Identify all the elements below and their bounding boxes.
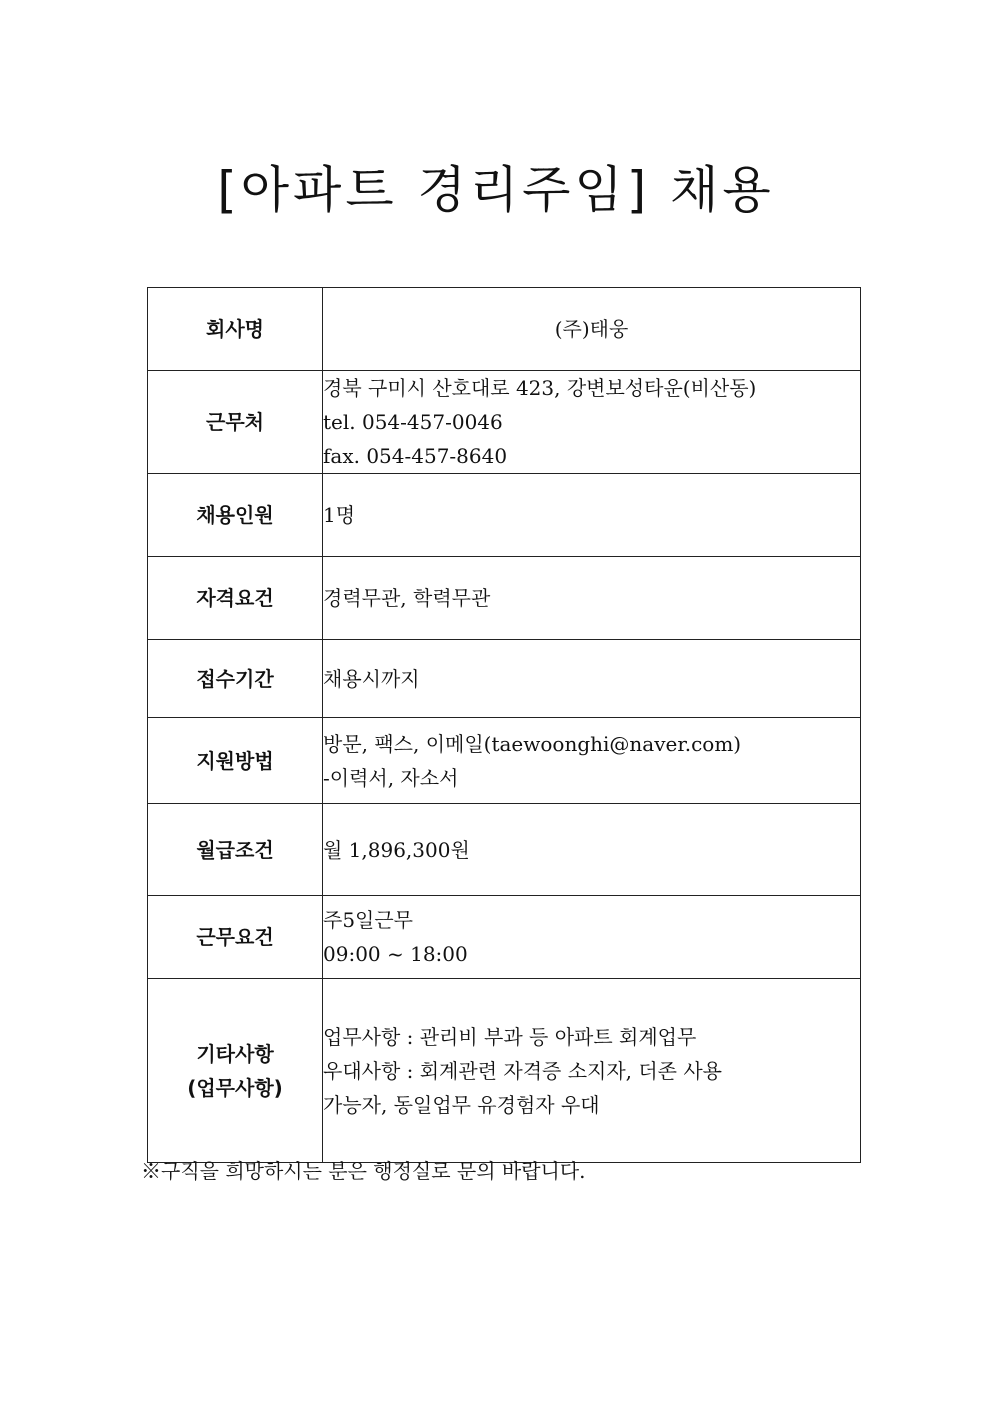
table-row bbox=[148, 640, 861, 718]
page-title: [아파트 경리주임] 채용 bbox=[217, 161, 775, 219]
application-period-text: 채용시까지 bbox=[323, 666, 420, 691]
work-hours-text: 09:00 ~ 18:00 bbox=[323, 942, 468, 966]
duties-text: 업무사항 : 관리비 부과 등 아파트 회계업무 bbox=[323, 1024, 697, 1049]
value-workplace bbox=[323, 371, 861, 474]
label-qualifications: 자격요건 bbox=[148, 557, 323, 640]
preference-text-continued: 가능자, 동일업무 유경험자 우대 bbox=[323, 1092, 600, 1117]
workplace-fax: fax. 054-457-8640 bbox=[323, 444, 508, 468]
label-salary: 월급조건 bbox=[148, 804, 323, 896]
table-row bbox=[148, 718, 861, 804]
application-documents-text: -이력서, 자소서 bbox=[323, 765, 459, 790]
table-row bbox=[148, 804, 861, 896]
footnote: ※구직을 희망하시는 분은 행정실로 문의 바랍니다. bbox=[141, 1159, 586, 1183]
label-headcount: 채용인원 bbox=[148, 474, 323, 557]
table-row bbox=[148, 896, 861, 979]
table-row bbox=[148, 371, 861, 474]
value-other-notes bbox=[323, 979, 861, 1163]
table-row bbox=[148, 979, 861, 1163]
label-working-conditions: 근무요건 bbox=[148, 896, 323, 979]
qualifications-text: 경력무관, 학력무관 bbox=[323, 586, 491, 610]
salary-text: 월 1,896,300원 bbox=[323, 837, 470, 862]
workplace-address: 경북 구미시 산호대로 423, 강변보성타운(비산동) bbox=[323, 376, 757, 400]
other-notes-sublabel: (업무사항) bbox=[187, 1075, 283, 1100]
company-name-text: (주)태웅 bbox=[554, 317, 629, 341]
preference-text: 우대사항 : 회계관련 자격증 소지자, 더존 사용 bbox=[323, 1058, 722, 1083]
table-row bbox=[148, 288, 861, 371]
label-other-notes bbox=[148, 979, 323, 1163]
value-company-name bbox=[323, 288, 861, 371]
work-days-text: 주5일근무 bbox=[323, 908, 414, 932]
value-salary bbox=[323, 804, 861, 896]
value-working-conditions bbox=[323, 896, 861, 979]
application-method-text: 방문, 팩스, 이메일(taewoonghi@naver.com) bbox=[323, 731, 742, 756]
table-row bbox=[148, 474, 861, 557]
label-application-method: 지원방법 bbox=[148, 718, 323, 804]
value-headcount bbox=[323, 474, 861, 557]
job-info-table bbox=[147, 287, 861, 1163]
headcount-text: 1명 bbox=[323, 503, 356, 527]
label-workplace: 근무처 bbox=[148, 371, 323, 474]
label-company-name: 회사명 bbox=[148, 288, 323, 371]
label-application-period: 접수기간 bbox=[148, 640, 323, 718]
table-row bbox=[148, 557, 861, 640]
value-application-method bbox=[323, 718, 861, 804]
value-qualifications bbox=[323, 557, 861, 640]
value-application-period bbox=[323, 640, 861, 718]
other-notes-label: 기타사항 bbox=[196, 1041, 274, 1066]
workplace-tel: tel. 054-457-0046 bbox=[323, 410, 503, 434]
